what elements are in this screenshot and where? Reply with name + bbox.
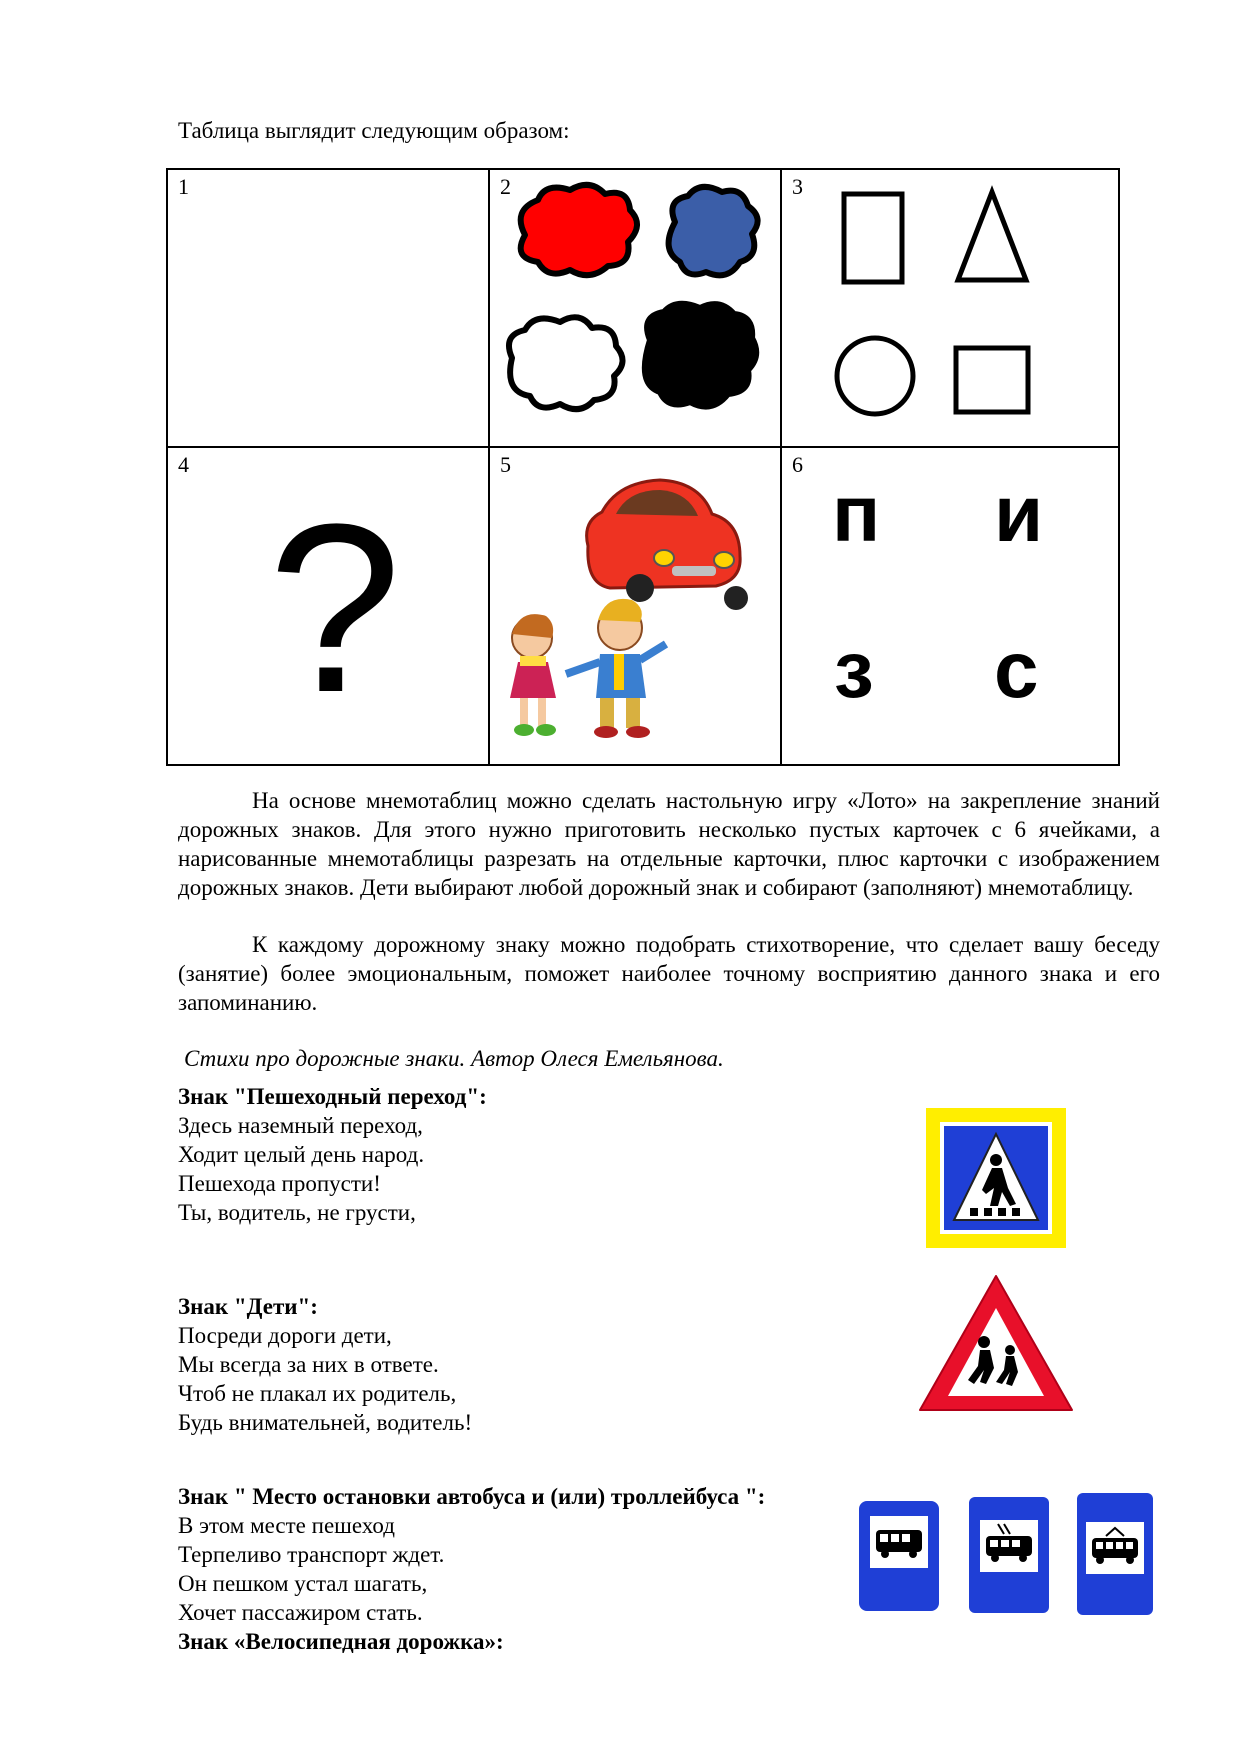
circle-icon [837, 338, 913, 414]
poem-pedestrian-crossing [178, 1082, 487, 1227]
black-blob-icon [645, 304, 756, 407]
color-blobs-icon [490, 170, 780, 446]
pedestrian-crossing-sign-icon [926, 1108, 1066, 1248]
red-car-icon [587, 480, 748, 610]
cell-number: 5 [500, 452, 511, 477]
intro-text: Таблица выглядит следующим образом: [178, 118, 570, 143]
mnemo-table [166, 168, 1120, 766]
white-blob-icon [509, 317, 623, 409]
poem-line: Терпеливо транспорт ждет. [178, 1542, 445, 1567]
table-cell-3 [781, 169, 1119, 447]
paragraph-1 [178, 786, 1160, 902]
letter-i: и [994, 469, 1044, 558]
poem-line: Ты, водитель, не грусти, [178, 1200, 416, 1225]
question-mark-icon: ? [268, 474, 402, 742]
poems-heading: Стихи про дорожные знаки. Автор Олеся Емельянова. [184, 1046, 724, 1071]
red-blob-icon [521, 185, 637, 275]
poem-line: Ходит целый день народ. [178, 1142, 425, 1167]
table-cell-4 [167, 447, 489, 765]
poem-line: Чтоб не плакал их родитель, [178, 1381, 457, 1406]
table-cell-5 [489, 447, 781, 765]
table-cell-2 [489, 169, 781, 447]
poem-title: Знак "Дети": [178, 1294, 318, 1319]
poem-line: Будь внимательней, водитель! [178, 1410, 473, 1435]
cell-number: 1 [178, 174, 189, 199]
bus-stop-sign-icon [858, 1500, 940, 1612]
cell-number: 6 [792, 452, 803, 477]
children-warning-sign-icon [916, 1272, 1076, 1416]
table-cell-6 [781, 447, 1119, 765]
shapes-group [782, 170, 1118, 446]
poem-title: Знак "Пешеходный переход": [178, 1084, 487, 1109]
cell-number: 3 [792, 174, 803, 199]
poem-line: Мы всегда за них в ответе. [178, 1352, 439, 1377]
square-icon [956, 348, 1028, 412]
poem-title-bicycle: Знак «Велосипедная дорожка»: [178, 1629, 504, 1654]
poem-bus-stop [178, 1482, 765, 1656]
boy-icon [566, 599, 666, 738]
poem-line: Хочет пассажиром стать. [178, 1600, 423, 1625]
poem-title: Знак " Место остановки автобуса и (или) троллейбуса ": [178, 1484, 766, 1509]
triangle-icon [958, 192, 1026, 280]
tram-stop-sign-icon [1076, 1492, 1154, 1616]
girl-icon [510, 614, 556, 736]
poem-line: В этом месте пешеход [178, 1513, 395, 1538]
letter-s: с [994, 625, 1039, 714]
poem-line: Посреди дороги дети, [178, 1323, 392, 1348]
letter-p: п [832, 469, 881, 558]
table-cell-1 [167, 169, 489, 447]
rectangle-icon [844, 194, 902, 282]
paragraph-2 [178, 930, 1160, 1017]
poem-children [178, 1292, 472, 1437]
paragraph-1-text: На основе мнемотаблиц можно сделать настольную игру «Лото» на закрепление знаний дорожных знаков. Для этого нужно приготовить несколько пустых карточек с 6 ячейками, а нарисованные мнемотаблицы разрезать на отдельные карточки, плюс карточки с изображением дорожных знаков. Дети выбирают любой дорожный знак и собирают (заполняют) мнемотаблицу. [178, 788, 1160, 900]
car-and-children-icon [490, 448, 780, 764]
letter-z: з [834, 625, 874, 714]
poem-line: Пешехода пропусти! [178, 1171, 381, 1196]
cell-number: 2 [500, 174, 511, 199]
blue-blob-icon [669, 187, 758, 275]
trolleybus-stop-sign-icon [968, 1496, 1050, 1614]
poem-line: Здесь наземный переход, [178, 1113, 423, 1138]
poem-line: Он пешком устал шагать, [178, 1571, 428, 1596]
paragraph-2-text: К каждому дорожному знаку можно подобрать стихотворение, что сделает вашу беседу (занятие) более эмоциональным, поможет наиболее точному восприятию данного знака и его запоминанию. [178, 932, 1160, 1015]
cell-number: 4 [178, 452, 189, 477]
